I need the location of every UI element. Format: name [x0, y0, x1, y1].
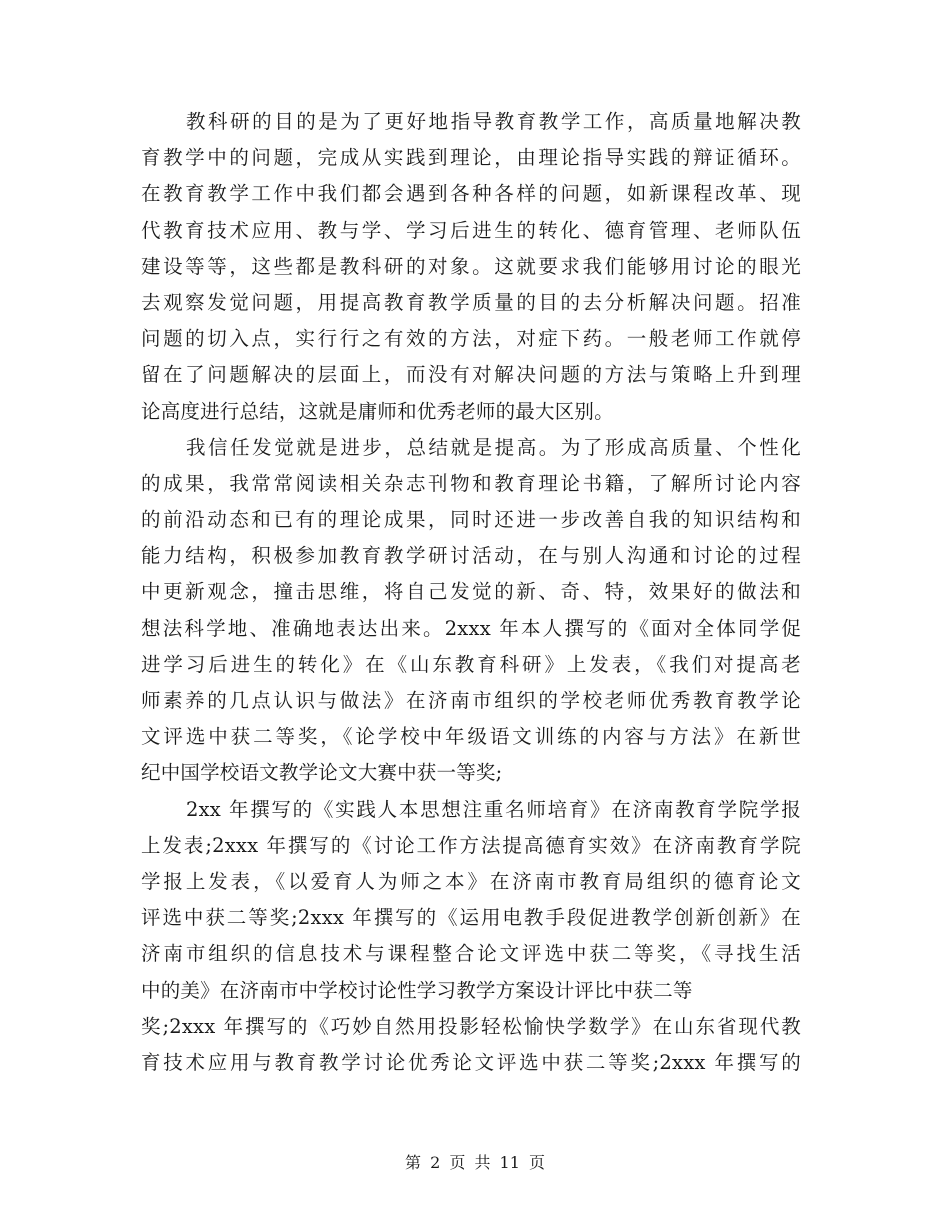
text-line: 中的美》在济南市中学校讨论性学习教学方案设计评比中获二等: [141, 978, 693, 1002]
text-line: 的前沿动态和已有的理论成果，同时还进一步改善自我的知识结构和: [141, 508, 801, 532]
text-line: 师素养的几点认识与做法》在济南市组织的学校老师优秀教育教学论: [141, 689, 801, 712]
text-line: 学报上发表，《以爱育人为师之本》在济南市教育局组织的德育论文: [141, 869, 801, 893]
page-number-label: 第 2 页 共 11 页: [405, 1153, 545, 1172]
text-line: 中更新观念，撞击思维，将自己发觉的新、奇、特，效果好的做法和: [141, 580, 801, 604]
document-body: [141, 104, 801, 1081]
text-line: 育教学中的问题，完成从实践到理论，由理论指导实践的辩证循环。: [141, 146, 801, 170]
text-line: 纪中国学校语文教学论文大赛中获一等奖;: [141, 761, 503, 785]
text-line: 去观察发觉问题，用提高教育教学质量的目的去分析解决问题。招准: [141, 290, 801, 314]
paragraph-3: [141, 792, 801, 1082]
paragraph-1: [141, 104, 801, 430]
text-line: 建设等等，这些都是教科研的对象。这就要求我们能够用讨论的眼光: [141, 254, 801, 278]
text-line: 进学习后进生的转化》在《山东教育科研》上发表，《我们对提高老: [141, 652, 801, 676]
text-line: 济南市组织的信息技术与课程整合论文评选中获二等奖，《寻找生活: [141, 942, 801, 966]
text-line: 想法科学地、准确地表达出来。2xxx 年本人撰写的《面对全体同学促: [141, 616, 801, 640]
text-line: 2xx 年撰写的《实践人本思想注重名师培育》在济南教育学院学报: [186, 797, 801, 821]
page-footer: [0, 1150, 950, 1173]
text-line: 我信任发觉就是进步，总结就是提高。为了形成高质量、个性化: [186, 435, 801, 459]
text-line: 能力结构，积极参加教育教学研讨活动，在与别人沟通和讨论的过程: [141, 544, 801, 568]
text-line: 在教育教学工作中我们都会遇到各种各样的问题，如新课程改革、现: [141, 182, 801, 206]
text-line: 奖;2xxx 年撰写的《巧妙自然用投影轻松愉快学数学》在山东省现代教: [141, 1014, 801, 1038]
text-line: 留在了问题解决的层面上，而没有对解决问题的方法与策略上升到理: [141, 363, 801, 387]
text-line: 代教育技术应用、教与学、学习后进生的转化、德育管理、老师队伍: [141, 218, 801, 242]
text-line: 论高度进行总结，这就是庸师和优秀老师的最大区别。: [141, 399, 614, 423]
text-line: 育技术应用与教育教学讨论优秀论文评选中获二等奖;2xxx 年撰写的: [141, 1050, 801, 1074]
text-line: 的成果，我常常阅读相关杂志刊物和教育理论书籍，了解所讨论内容: [141, 471, 801, 495]
text-line: 问题的切入点，实行行之有效的方法，对症下药。一般老师工作就停: [141, 327, 801, 351]
text-line: 上发表;2xxx 年撰写的《讨论工作方法提高德育实效》在济南教育学院: [141, 833, 801, 857]
text-line: 教科研的目的是为了更好地指导教育教学工作，高质量地解决教: [186, 110, 801, 133]
text-line: 文评选中获二等奖，《论学校中年级语文训练的内容与方法》在新世: [141, 725, 801, 749]
text-line: 评选中获二等奖;2xxx 年撰写的《运用电教手段促进教学创新创新》在: [141, 906, 801, 930]
paragraph-2: [141, 430, 801, 792]
